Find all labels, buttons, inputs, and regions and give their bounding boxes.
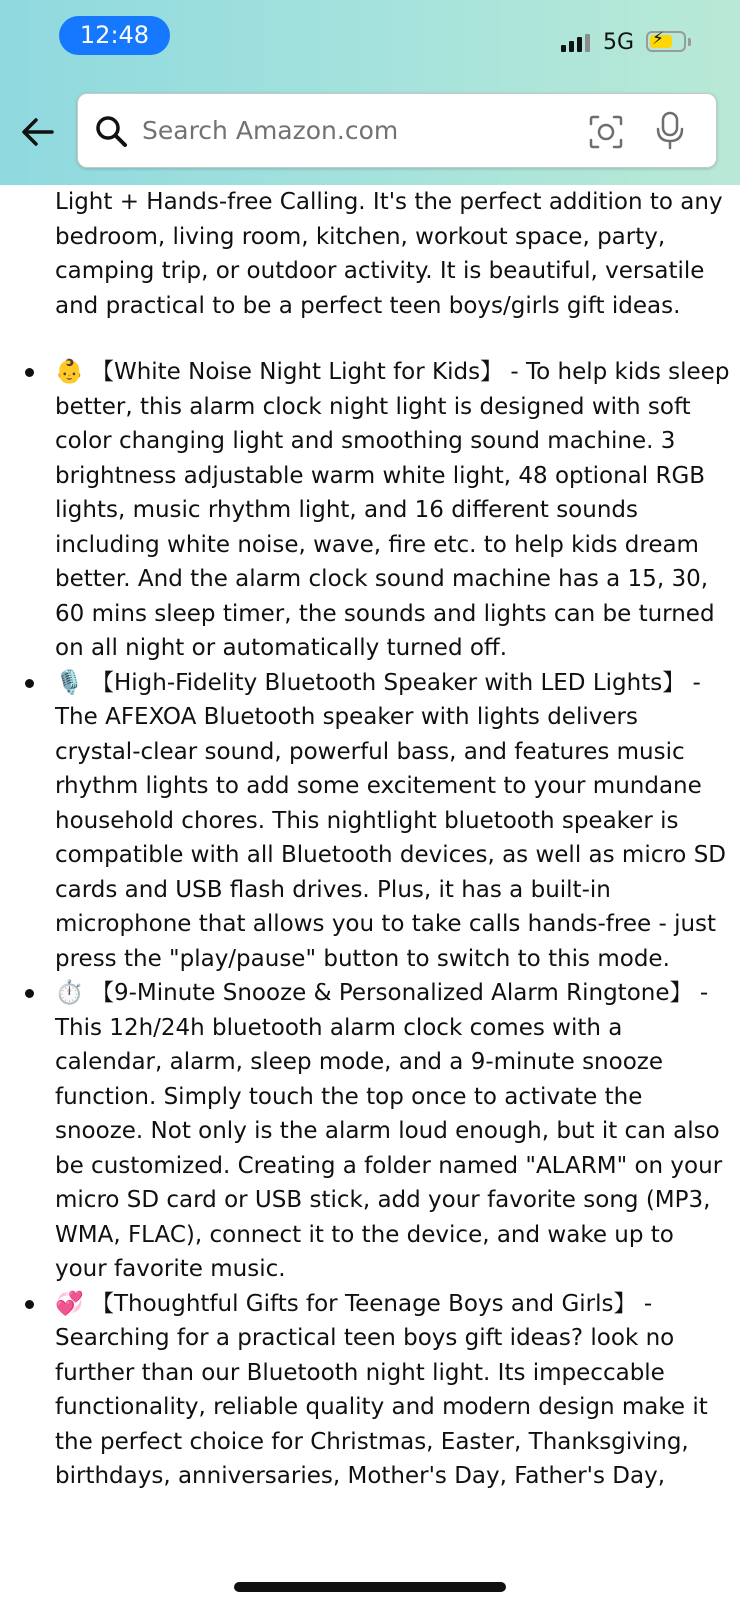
list-item (0, 1287, 740, 1494)
battery-tip (688, 38, 691, 46)
bullet-text: - This 12h/24h bluetooth alarm clock comes with a calendar, alarm, sleep mode, and a 9-minute snooze function. Simply touch the top once to activate the snooze. Not only is the alarm loud enough, but it can also be customized. Creating a folder named "ALARM" on your micro SD card or USB stick, add your favorite song (MP3, WMA, FLAC), connect it to the device, and wake up to your favorite music. (55, 980, 723, 1282)
bullet-title: 【9-Minute Snooze & Personalized Alarm Ringtone】 (90, 980, 693, 1006)
microphone-emoji-icon: 🎙️ (55, 669, 84, 696)
bullet-dot (25, 368, 34, 377)
camera-icon[interactable] (588, 114, 624, 150)
bullet-text: - The AFEXOA Bluetooth speaker with lights delivers crystal-clear sound, powerful bass, and features music rhythm lights to add some excitement to your mundane household chores. This nightlight bluetooth speaker is compatible with all Bluetooth devices, as well as micro SD cards and USB flash drives. Plus, it has a built-in microphone that allows you to take calls hands-free - just press the "play/pause" button to switch to this mode. (55, 669, 726, 972)
bullet-dot (25, 1300, 34, 1309)
intro-paragraph: Light + Hands-free Calling. It's the perfect addition to any bedroom, living room, kitchen, workout space, party, camping trip, or outdoor activity. It is beautiful, versatile and practical to be a perfect teen boys/girls gift ideas. (55, 189, 723, 319)
feature-bullet-list (0, 355, 740, 1494)
bullet-text: - Searching for a practical teen boys gift ideas? look no further than our Bluetooth night light. Its impeccable functionality, reliable quality and modern design make it the perfect choice for Christmas, Easter, Thanksgiving, birthdays, anniversaries, Mother's Day, Father's Day, (55, 1290, 708, 1489)
charging-bolt-icon: ⚡ (652, 29, 664, 49)
hearts-emoji-icon: 💞 (55, 1290, 84, 1317)
bullet-text: - To help kids sleep better, this alarm clock night light is designed with soft color changing light and smoothing sound machine. 3 brightness adjustable warm white light, 48 optional RGB lights, music rhythm light, and 16 different sounds including white noise, wave, fire etc. to help kids dream better. And the alarm clock sound machine has a 15, 30, 60 mins sleep timer, the sounds and lights can be turned on all night or automatically turned off. (55, 359, 730, 661)
bullet-title: 【High-Fidelity Bluetooth Speaker with LED Lights】 (90, 669, 686, 696)
mic-icon[interactable] (654, 110, 686, 150)
baby-emoji-icon: 👶 (55, 359, 84, 385)
bullet-dot (25, 989, 34, 998)
back-arrow-icon[interactable] (18, 112, 58, 152)
network-type: 5G (603, 30, 635, 55)
app-header (0, 0, 740, 185)
battery-icon (646, 31, 686, 52)
bullet-title: 【Thoughtful Gifts for Teenage Boys and Girls】 (90, 1290, 637, 1317)
search-input[interactable]: Search Amazon.com (142, 116, 399, 145)
bullet-dot (25, 679, 34, 688)
list-item (0, 355, 740, 666)
search-bar[interactable] (77, 93, 717, 168)
product-description (0, 185, 740, 1600)
search-icon (94, 114, 128, 148)
home-indicator[interactable] (234, 1582, 506, 1592)
list-item (0, 666, 740, 977)
status-time: 12:48 (59, 16, 170, 55)
stopwatch-emoji-icon: ⏱️ (55, 980, 84, 1006)
bullet-title: 【White Noise Night Light for Kids】 (90, 359, 504, 385)
list-item (0, 976, 740, 1287)
signal-strength-icon (561, 34, 591, 52)
